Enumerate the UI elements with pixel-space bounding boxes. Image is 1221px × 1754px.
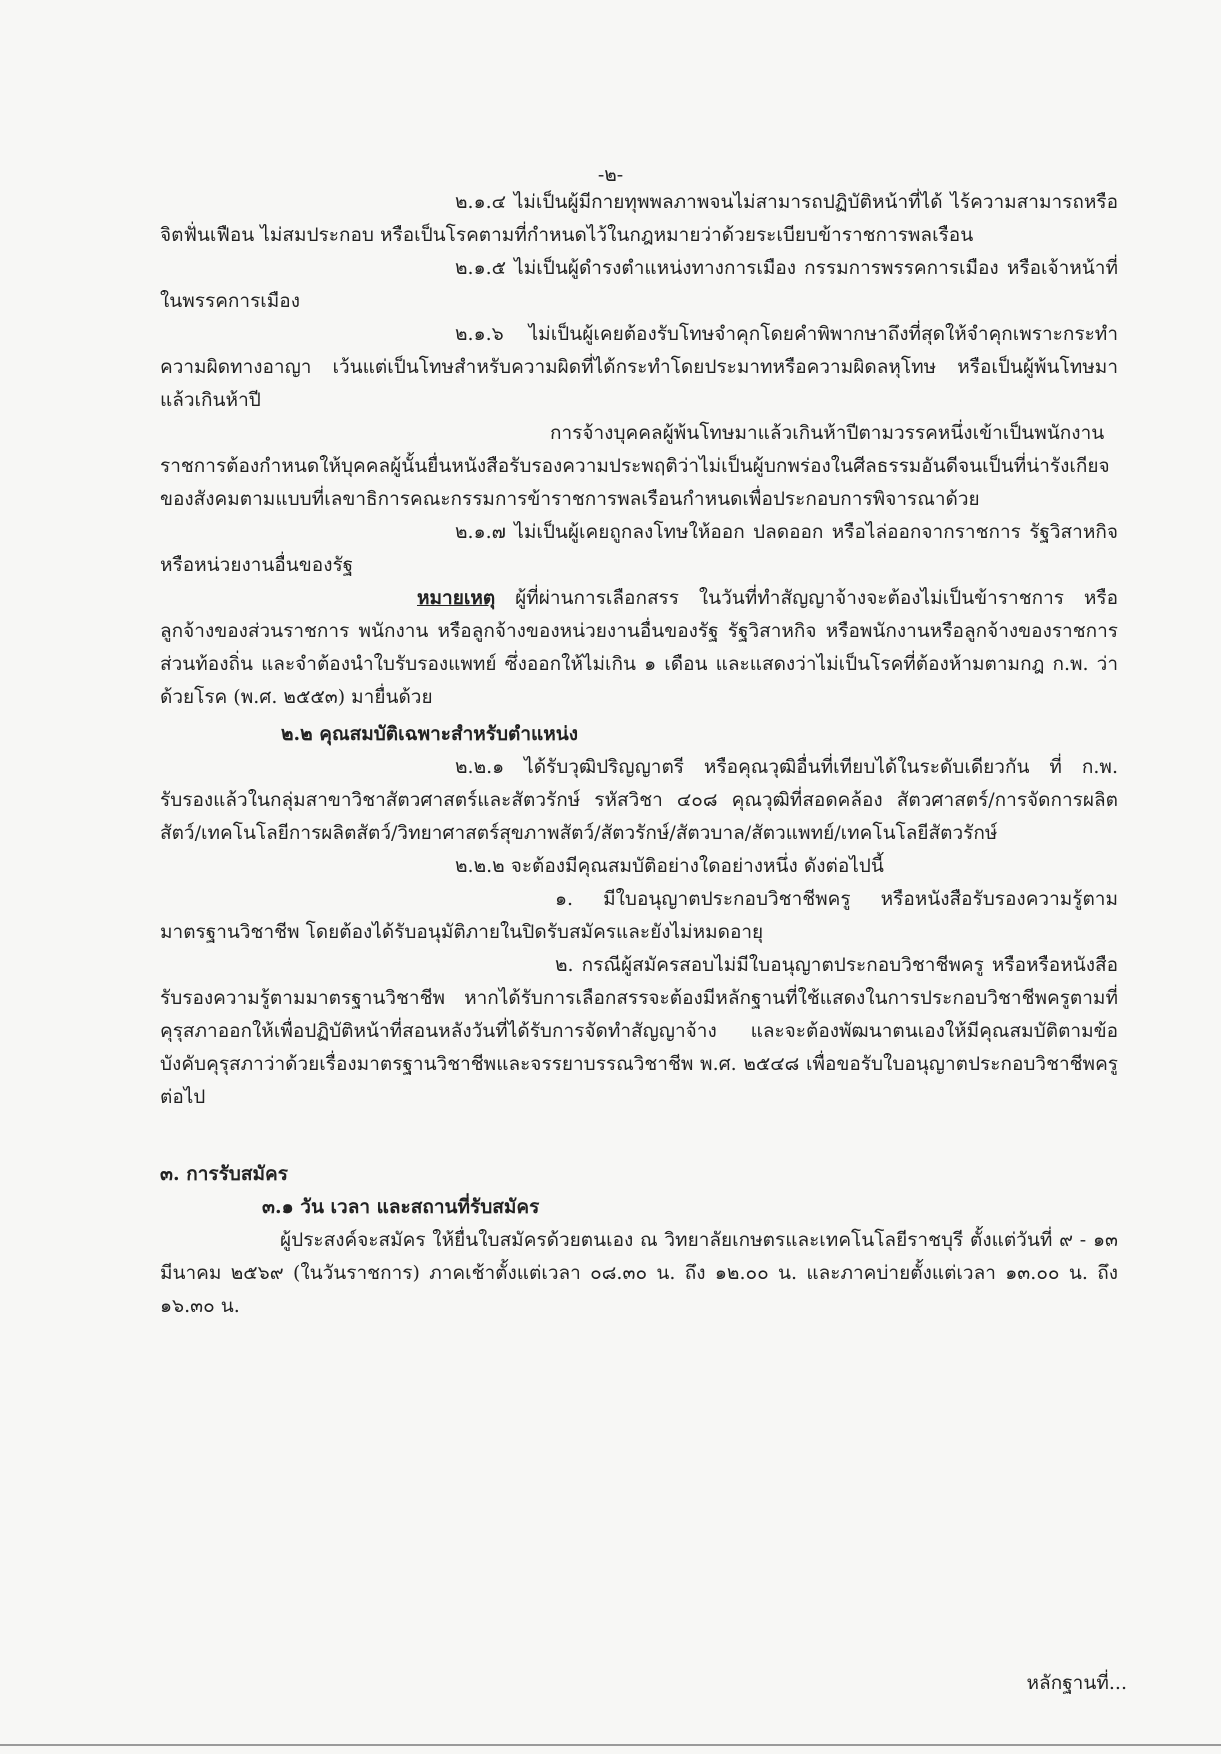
remark-label: หมายเหตุ [417, 587, 496, 609]
remark-text: ผู้ที่ผ่านการเลือกสรร ในวันที่ทำสัญญาจ้างจะต้องไม่เป็นข้าราชการ หรือลูกจ้างของส่วนราชการ พนักงาน หรือลูกจ้างของหน่วยงานอื่นของรัฐ รัฐวิสาหกิจ หรือพนักงานหรือลูกจ้างของราชการส่วนท้องถิ่น และจำต้องนำใบรับรองแพทย์ ซึ่งออกให้ไม่เกิน ๑ เดือน และแสดงว่าไม่เป็นโรคที่ต้องห้ามตามกฎ ก.พ. ว่าด้วยโรค (พ.ศ. ๒๕๕๓) มายื่นด้วย [160, 587, 1118, 708]
remark-paragraph [160, 582, 1118, 714]
clause-2-2-2-item-2: ๒. กรณีผู้สมัครสอบไม่มีใบอนุญาตประกอบวิชาชีพครู หรือหรือหนังสือรับรองความรู้ตามมาตรฐานวิชาชีพ หากได้รับการเลือกสรรจะต้องมีหลักฐานที่ใช้แสดงในการประกอบวิชาชีพครูตามที่คุรุสภาออกให้เพื่อปฏิบัติหน้าที่สอนหลังวันที่ได้รับการจัดทำสัญญาจ้าง และจะต้องพัฒนาตนเองให้มีคุณสมบัติตามข้อบังคับคุรุสภาว่าด้วยเรื่องมาตรฐานวิชาชีพและจรรยาบรรณวิชาชีพ พ.ศ. ๒๕๔๘ เพื่อขอรับใบอนุญาตประกอบวิชาชีพครูต่อไป [160, 954, 1118, 1108]
clause-2-1-7: ๒.๑.๗ ไม่เป็นผู้เคยถูกลงโทษให้ออก ปลดออก หรือไล่ออกจากราชการ รัฐวิสาหกิจ หรือหน่วยงานอื่นของรัฐ [160, 521, 1118, 576]
clause-2-2-2-item-1: ๑. มีใบอนุญาตประกอบวิชาชีพครู หรือหนังสือรับรองความรู้ตามมาตรฐานวิชาชีพ โดยต้องได้รับอนุมัติภายในปิดรับสมัครและยังไม่หมดอายุ [160, 888, 1118, 943]
page-number: -๒- [597, 164, 624, 186]
heading-2-2: ๒.๒ คุณสมบัติเฉพาะสำหรับตำแหน่ง [281, 723, 579, 745]
clause-2-2-1: ๒.๒.๑ ได้รับวุฒิปริญญาตรี หรือคุณวุฒิอื่นที่เทียบได้ในระดับเดียวกัน ที่ ก.พ. รับรองแล้วในกลุ่มสาขาวิชาสัตวศาสตร์และสัตวรักษ์ รหัสวิชา ๔๐๘ คุณวุฒิที่สอดคล้อง สัตวศาสตร์/การจัดการผลิตสัตว์/เทคโนโลยีการผลิตสัตว์/วิทยาศาสตร์สุขภาพสัตว์/สัตวรักษ์/สัตวบาล/สัตวแพทย์/เทคโนโลยีสัตวรักษ์ [160, 756, 1118, 844]
clause-3-1: ผู้ประสงค์จะสมัคร ให้ยื่นใบสมัครด้วยตนเอง ณ วิทยาลัยเกษตรและเทคโนโลยีราชบุรี ตั้งแต่วันที่ ๙ - ๑๓ มีนาคม ๒๕๖๙ (ในวันราชการ) ภาคเช้าตั้งแต่เวลา ๐๘.๓๐ น. ถึง ๑๒.๐๐ น. และภาคบ่ายตั้งแต่เวลา ๑๓.๐๐ น. ถึง ๑๖.๓๐ น. [160, 1229, 1118, 1317]
clause-2-1-6: ๒.๑.๖ ไม่เป็นผู้เคยต้องรับโทษจำคุกโดยคำพิพากษาถึงที่สุดให้จำคุกเพราะกระทำความผิดทางอาญา เว้นแต่เป็นโทษสำหรับความผิดที่ได้กระทำโดยประมาทหรือความผิดลหุโทษ หรือเป็นผู้พ้นโทษมาแล้วเกินห้าปี [160, 323, 1118, 411]
clause-2-2-2: ๒.๒.๒ จะต้องมีคุณสมบัติอย่างใดอย่างหนึ่ง ดังต่อไปนี้ [455, 855, 884, 877]
clause-2-1-4: ๒.๑.๔ ไม่เป็นผู้มีกายทุพพลภาพจนไม่สามารถปฏิบัติหน้าที่ได้ ไร้ความสามารถหรือจิตฟั่นเฟือน ไม่สมประกอบ หรือเป็นโรคตามที่กำหนดไว้ในกฎหมายว่าด้วยระเบียบข้าราชการพลเรือน [160, 191, 1118, 246]
document-body [160, 186, 1118, 1323]
bottom-edge-line [0, 1744, 1221, 1746]
heading-3: ๓. การรับสมัคร [160, 1163, 288, 1185]
heading-3-1: ๓.๑ วัน เวลา และสถานที่รับสมัคร [262, 1196, 540, 1218]
clause-2-1-6-paragraph-2: การจ้างบุคคลผู้พ้นโทษมาแล้วเกินห้าปีตามวรรคหนึ่งเข้าเป็นพนักงานราชการต้องกำหนดให้บุคคลผู้นั้นยื่นหนังสือรับรองความประพฤติว่าไม่เป็นผู้บกพร่องในศีลธรรมอันดีจนเป็นที่น่ารังเกียจของสังคมตามแบบที่เลขาธิการคณะกรรมการข้าราชการพลเรือนกำหนดเพื่อประกอบการพิจารณาด้วย [160, 422, 1110, 510]
continuation-note: หลักฐานที่... [1026, 1672, 1127, 1694]
clause-2-1-5: ๒.๑.๕ ไม่เป็นผู้ดำรงตำแหน่งทางการเมือง กรรมการพรรคการเมือง หรือเจ้าหน้าที่ในพรรคการเมือง [160, 257, 1118, 312]
